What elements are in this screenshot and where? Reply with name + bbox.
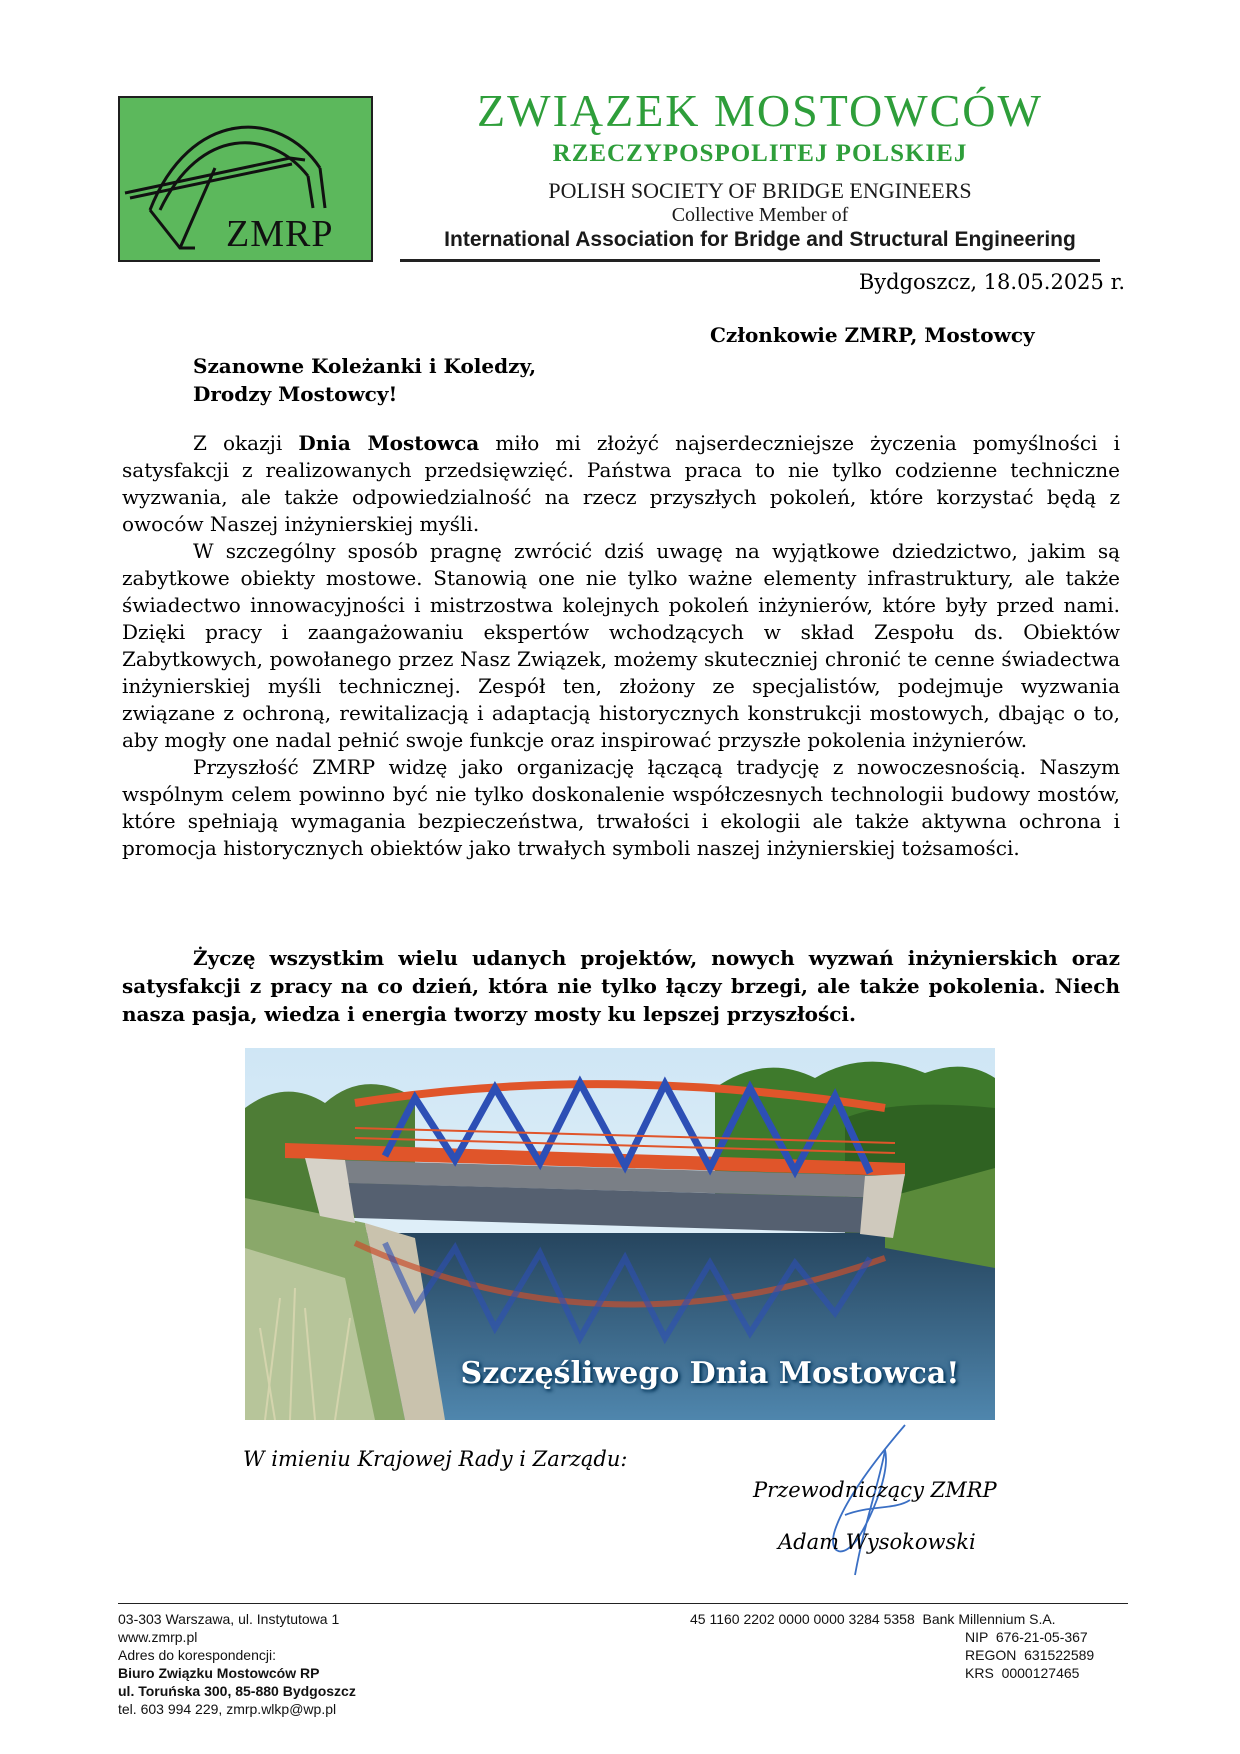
- footer-regon: REGON 631522589: [965, 1647, 1095, 1663]
- paragraph-3: Przyszłość ZMRP widzę jako organizację łączącą tradycję z nowoczesnością. Naszym wspólnym celem powinno być nie tylko doskonalenie współczesnych technologii budowy mostów, które spełniają wymagania bezpieczeństwa, trwałości i ekologii ale także aktywna ochrona i promocja historycznych obiektów jako trwałych symboli naszej inżynierskiej tożsamości.: [122, 755, 1120, 860]
- salutation-line-1: Szanowne Koleżanki i Koledzy,: [193, 354, 537, 378]
- org-name: ZWIĄZEK MOSTOWCÓW: [477, 85, 1043, 136]
- on-behalf-text: W imieniu Krajowej Rady i Zarządu:: [243, 1447, 628, 1471]
- recipients: Członkowie ZMRP, Mostowcy: [710, 323, 1035, 347]
- paragraph-1: [122, 430, 1120, 538]
- footer-contact: [118, 1610, 356, 1718]
- footer-nip: NIP 676-21-05-367: [965, 1629, 1088, 1645]
- footer-office-address: ul. Toruńska 300, 85-880 Bydgoszcz: [118, 1683, 356, 1699]
- footer-bank-account: 45 1160 2202 0000 0000 3284 5358 Bank Millennium S.A.: [690, 1611, 1056, 1627]
- salutation-line-2: Drodzy Mostowcy!: [193, 382, 398, 406]
- header-divider: [400, 259, 1100, 262]
- member-of-label: Collective Member of: [671, 204, 849, 226]
- closing-wishes: Życzę wszystkim wielu udanych projektów, nowych wyzwań inżynierskich oraz satysfakcji z pracy na co dzień, która nie tylko łączy brzegi, ale także pokolenia. Niech nasza pasja, wiedza i energia tworzy mosty ku lepszej przyszłości.: [122, 946, 1120, 1026]
- paragraph-2: W szczególny sposób pragnę zwrócić dziś uwagę na wyjątkowe dziedzictwo, jakim są zabytkowe obiekty mostowe. Stanowią one nie tylko ważne elementy infrastruktury, ale także świadectwo innowacyjności i mistrzostwa kolejnych pokoleń inżynierów, które były przed nami. Dzięki pracy i zaangażowaniu ekspertów wchodzących w skład Zespołu ds. Obiektów Zabytkowych, powołanego przez Nasz Związek, możemy skuteczniej chronić te cenne świadectwa inżynierskiej myśli technicznej. Zespół ten, złożony ze specjalistów, podejmuje wyzwania związane z ochroną, rewitalizacją i adaptacją historycznych konstrukcji mostowych, dbając o to, aby mogły one nadal pełnić swoje funkcje oraz inspirować przyszłe pokolenia inżynierów.: [122, 539, 1120, 752]
- paragraph-1-start: Z okazji: [193, 431, 299, 455]
- zmrp-logo: [118, 96, 373, 262]
- chair-name: Adam Wysokowski: [778, 1530, 976, 1554]
- photo-caption: Szczęśliwego Dnia Mostowca!: [460, 1356, 960, 1391]
- org-subtitle: RZECZYPOSPOLITEJ POLSKIEJ: [552, 140, 968, 167]
- paragraph-1-bold: Dnia Mostowca: [298, 431, 480, 455]
- footer-office: Biuro Związku Mostowców RP: [118, 1665, 320, 1681]
- paragraph-1-end: miło mi złożyć najserdeczniejsze życzenia pomyślności i satysfakcji z realizowanych przedsięwzięć. Państwa praca to nie tylko codzienne techniczne wyzwania, ale także odpowiedzialność na rzecz przyszłych pokoleń, które korzystać będą z owoców Naszej inżynierskiej myśli.: [122, 431, 1120, 536]
- iabse-name: International Association for Bridge and Structural Engineering: [444, 228, 1076, 251]
- logo-text: ZMRP: [226, 213, 334, 255]
- footer-divider: [118, 1603, 1128, 1604]
- footer-website: www.zmrp.pl: [118, 1629, 198, 1645]
- letter-body: [122, 430, 1120, 862]
- letter-date: Bydgoszcz, 18.05.2025 r.: [858, 270, 1125, 294]
- footer-correspondence-label: Adres do korespondencji:: [118, 1647, 276, 1663]
- footer-registry: [690, 1610, 1094, 1682]
- bridge-photo: [245, 1048, 995, 1420]
- salutation: [193, 352, 536, 408]
- chair-role: Przewodniczący ZMRP: [753, 1478, 997, 1502]
- footer-address: 03-303 Warszawa, ul. Instytutowa 1: [118, 1611, 340, 1627]
- footer-phone-email: tel. 603 994 229, zmrp.wlkp@wp.pl: [118, 1701, 337, 1717]
- org-english-name: POLISH SOCIETY OF BRIDGE ENGINEERS: [548, 178, 972, 203]
- footer-krs: KRS 0000127465: [965, 1665, 1080, 1681]
